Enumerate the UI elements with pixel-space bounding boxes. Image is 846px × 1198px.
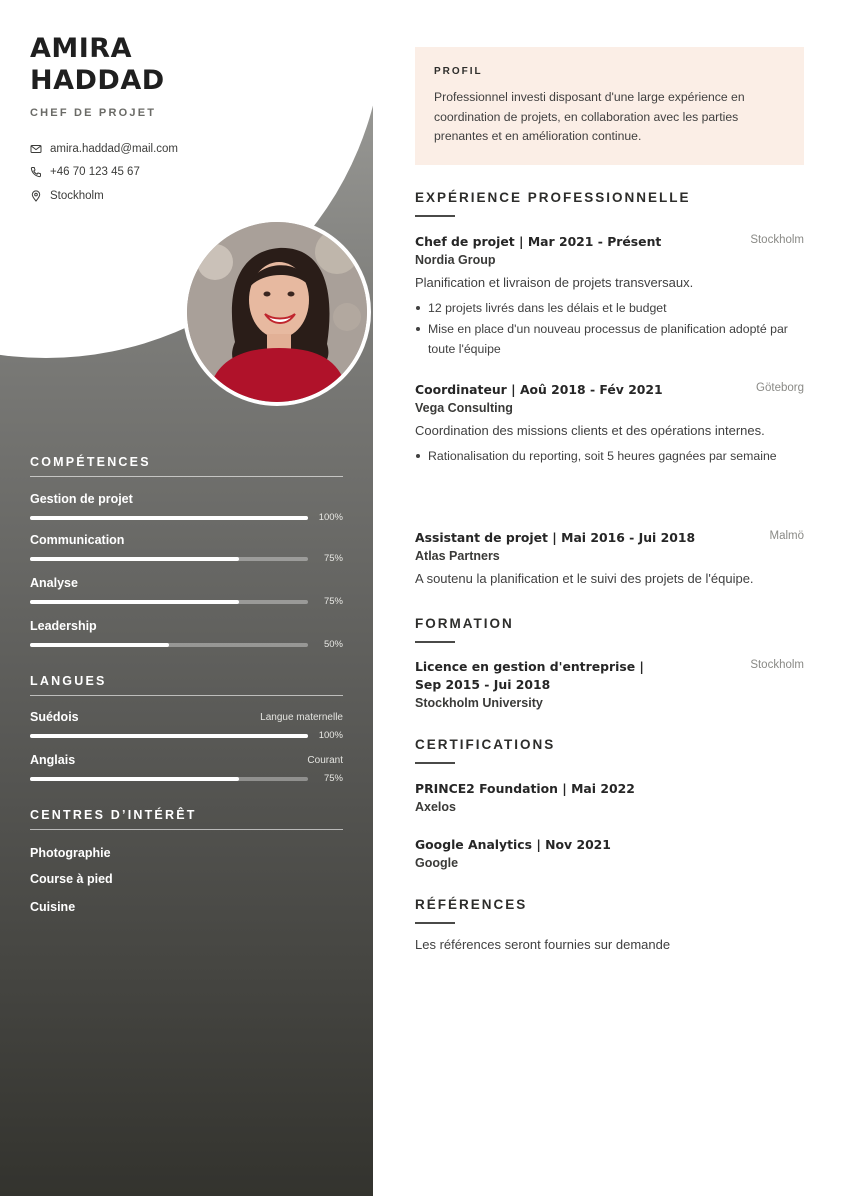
candidate-name [30,33,330,97]
skill-fill [30,516,308,520]
interest-item: Photographie [30,846,111,860]
language-bar [30,773,343,785]
city-text: Stockholm [50,189,104,202]
language-name: Anglais [30,753,76,767]
entry-title-line2: Sep 2015 - Jui 2018 [415,677,551,692]
section-underline [415,922,455,924]
entry-title-line1: Licence en gestion d'entreprise | [415,659,644,674]
section-underline [415,641,455,643]
entry-organization: Stockholm University [415,696,543,710]
certifications-heading-text: CERTIFICATIONS [415,737,556,752]
interest-item: Cuisine [30,900,76,914]
skill-fill [30,557,239,561]
entry-location: Stockholm [750,234,804,246]
interest-item: Course à pied [30,872,113,886]
entry-title: Google Analytics | Nov 2021 [415,837,611,852]
entry-description: A soutenu la planification et le suivi des projets de l'équipe. [415,571,754,586]
language-percent: 75% [323,773,343,784]
skill-bar [30,639,343,651]
entry-title: Assistant de projet | Mai 2016 - Jui 2018 [415,530,696,545]
entry-title: Chef de projet | Mar 2021 - Présent [415,234,662,249]
bullet-item: Rationalisation du reporting, soit 5 heures gagnées par semaine [415,446,804,466]
section-underline [415,762,455,764]
skill-item [30,533,343,565]
skill-name: Communication [30,533,125,547]
entry-organization: Nordia Group [415,253,496,267]
skill-percent: 75% [323,596,343,607]
location-pin-icon [30,190,42,202]
language-fill [30,734,308,738]
references-heading [415,897,527,924]
language-name: Suédois [30,710,79,724]
envelope-icon [30,143,42,155]
language-fill [30,777,239,781]
sidebar [0,0,373,1196]
entry-bullets [415,446,804,466]
languages-heading: LANGUES [30,674,343,696]
contact-city [30,184,178,208]
entry-bullets [415,298,804,359]
entry-location: Malmö [769,530,804,542]
profile-heading: PROFIL [434,66,483,77]
entry-organization: Atlas Partners [415,549,500,563]
experience-entry [415,529,804,589]
skill-name: Leadership [30,619,97,633]
references-text: Les références seront fournies sur demande [415,937,671,952]
entry-organization: Google [415,856,459,870]
bullet-item: 12 projets livrés dans les délais et le budget [415,298,804,318]
skill-fill [30,643,169,647]
skill-fill [30,600,239,604]
phone-icon [30,166,42,178]
skill-item [30,619,343,651]
skill-track [30,643,308,647]
skill-bar [30,512,343,524]
entry-location: Göteborg [756,382,804,394]
email-text: amira.haddad@mail.com [50,142,179,155]
language-level-label: Courant [307,755,343,766]
language-item [30,710,343,742]
language-percent: 100% [318,730,343,741]
experience-entry [415,233,804,360]
experience-heading [415,190,691,217]
language-item [30,753,343,785]
education-entry [415,658,804,710]
skill-percent: 100% [318,512,343,523]
entry-title: PRINCE2 Foundation | Mai 2022 [415,781,635,796]
certifications-heading [415,737,555,764]
skill-track [30,600,308,604]
entry-description: Planification et livraison de projets transversaux. [415,275,694,290]
profile-text: Professionnel investi disposant d'une large expérience en coordination de projets, en collaboration avec les parties prenantes et en amélioration continue. [434,90,745,143]
portrait-image [187,222,367,402]
skill-track [30,557,308,561]
interests-heading: CENTRES D’INTÉRÊT [30,808,343,830]
job-title: CHEF DE PROJET [30,107,157,119]
entry-organization: Vega Consulting [415,401,513,415]
education-heading [415,616,514,643]
section-underline [415,215,455,217]
name-first: AMIRA [30,33,132,64]
entry-description: Coordination des missions clients et des opérations internes. [415,423,765,438]
skill-name: Gestion de projet [30,492,133,506]
contact-email[interactable] [30,137,178,161]
profile-box [415,47,804,165]
name-last: HADDAD [30,65,165,96]
entry-location: Stockholm [750,659,804,671]
entry-organization: Axelos [415,800,456,814]
skill-item [30,492,343,524]
skill-percent: 50% [323,639,343,650]
contact-list [30,137,178,208]
language-track [30,777,308,781]
skill-item [30,576,343,608]
certification-entry [415,780,804,814]
references-heading-text: RÉFÉRENCES [415,897,528,912]
phone-text: +46 70 123 45 67 [50,166,140,179]
education-heading-text: FORMATION [415,616,514,631]
experience-entry [415,381,804,467]
language-bar [30,730,343,742]
skill-bar [30,596,343,608]
skill-name: Analyse [30,576,78,590]
bullet-item: Mise en place d'un nouveau processus de planification adopté par toute l'équipe [415,319,804,359]
skill-bar [30,553,343,565]
language-track [30,734,308,738]
skills-heading: COMPÉTENCES [30,455,343,477]
entry-title: Coordinateur | Aoû 2018 - Fév 2021 [415,382,663,397]
profile-photo [183,218,371,406]
experience-heading-text: EXPÉRIENCE PROFESSIONNELLE [415,190,691,205]
certification-entry [415,836,804,870]
language-level-label: Langue maternelle [260,712,343,723]
skill-track [30,516,308,520]
contact-phone[interactable] [30,161,178,185]
skill-percent: 75% [323,553,343,564]
